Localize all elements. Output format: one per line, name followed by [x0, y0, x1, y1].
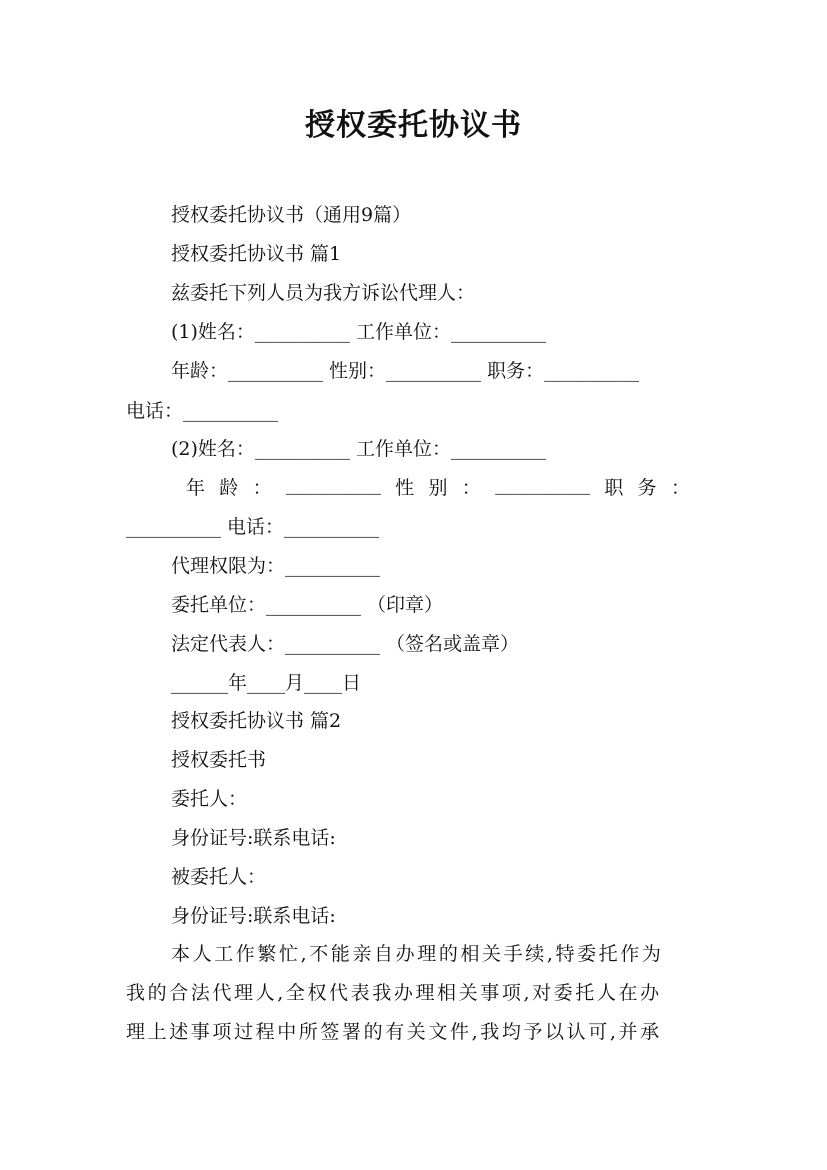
text-fragment: 龄 — [219, 477, 239, 499]
text-line: 法定代表人：__________ （签名或盖章） — [171, 633, 520, 655]
text-fragment: ： — [461, 477, 481, 499]
text-line: ______年____月____日 — [171, 672, 362, 694]
text-line: 授权委托协议书 篇2 — [171, 710, 342, 732]
text-line: (1)姓名：__________ 工作单位：__________ — [171, 321, 546, 343]
text-line: __________ 电话：__________ — [126, 516, 380, 538]
text-line: (2)姓名：__________ 工作单位：__________ — [171, 438, 546, 460]
text-line: 授权委托协议书 篇1 — [171, 243, 342, 265]
document-title: 授权委托协议书 — [305, 108, 522, 143]
text-fragment: ： — [252, 477, 272, 499]
text-fragment: 性 — [395, 477, 415, 499]
text-fragment: __________ — [285, 473, 381, 495]
text-line: 授权委托书 — [171, 749, 267, 771]
text-line: 身份证号:联系电话: — [171, 905, 336, 927]
paragraph-line: 本人工作繁忙,不能亲自办理的相关手续,特委托作为 — [171, 943, 664, 965]
text-line: 电话：__________ — [126, 400, 279, 422]
paragraph-line: 我的合法代理人,全权代表我办理相关事项,对委托人在办 — [126, 982, 662, 1004]
text-line: 被委托人： — [171, 866, 267, 888]
text-line: 委托人： — [171, 788, 248, 810]
text-fragment: 务 — [637, 477, 657, 499]
text-fragment: 别 — [428, 477, 448, 499]
text-line: 代理权限为：__________ — [171, 555, 381, 577]
text-line: 授权委托协议书（通用9篇） — [171, 204, 412, 226]
text-fragment: 年 — [186, 477, 206, 499]
text-fragment: ： — [670, 477, 690, 499]
text-fragment: __________ — [495, 473, 591, 495]
text-line: 身份证号:联系电话: — [171, 827, 336, 849]
text-line: 委托单位：__________ （印章） — [171, 594, 444, 616]
text-line: 年龄：__________ 性别：__________ 职务：__________ — [171, 360, 640, 382]
paragraph-line: 理上述事项过程中所签署的有关文件,我均予以认可,并承 — [126, 1021, 662, 1043]
text-line: 兹委托下列人员为我方诉讼代理人： — [171, 282, 476, 304]
text-fragment: 职 — [604, 477, 624, 499]
justified-line — [186, 473, 690, 500]
